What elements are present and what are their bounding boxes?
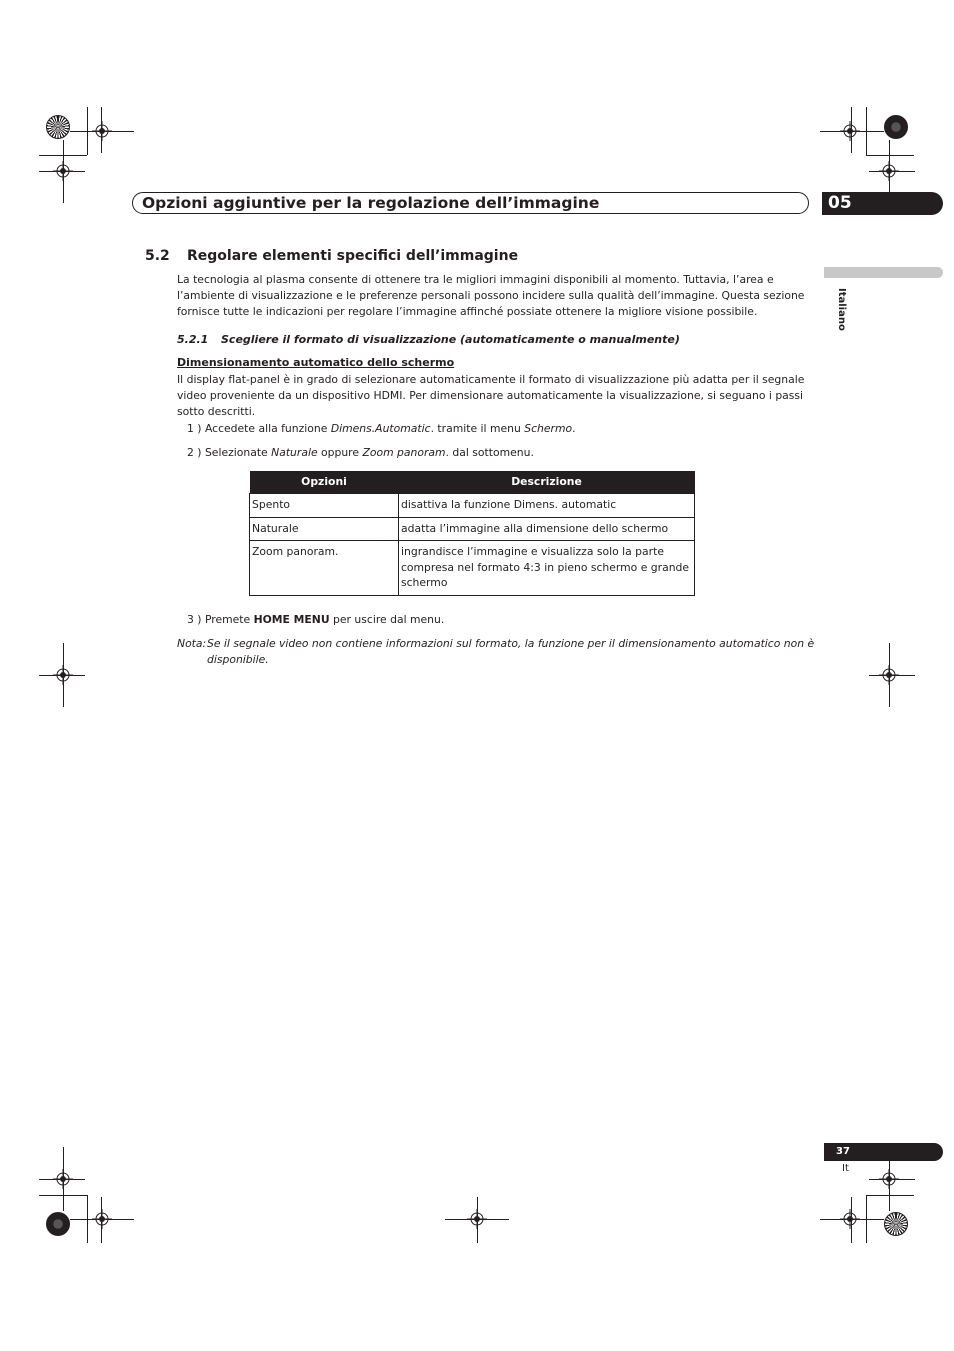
step-text: . dal sottomenu. xyxy=(445,446,534,459)
step-text: . tramite il menu xyxy=(430,422,525,435)
options-table xyxy=(249,471,695,596)
subsection-number: 5.2.1 xyxy=(177,333,209,346)
auto-sizing-heading: Dimensionamento automatico dello schermo xyxy=(177,356,455,369)
step-emphasis: Naturale xyxy=(271,446,318,459)
section-intro-paragraph: La tecnologia al plasma consente di ottenere tra le migliori immagini disponibili al momento. Tuttavia, l’area e l’ambiente di visualizzazione e le preferenze personali possono incidere sulla qualità dell’immagine. Questa sezione fornisce tutte le indicazioni per regolare l’immagine affinché possiate ottenere la migliore visione possibile. xyxy=(177,273,805,318)
step-1 xyxy=(187,421,576,436)
step-text: 2 ) Selezionate xyxy=(187,446,272,459)
step-text: oppure xyxy=(317,446,363,459)
description-cell: ingrandisce l’immagine e visualizza solo la parte compresa nel formato 4:3 in pieno schermo e grande schermo xyxy=(399,541,695,596)
step-text: 3 ) Premete xyxy=(187,613,254,626)
language-label: Italiano xyxy=(836,288,847,331)
step-text: per uscire dal menu. xyxy=(329,613,445,626)
step-text: . xyxy=(572,422,576,435)
chapter-number-tab: 05 xyxy=(822,192,943,215)
language-tab xyxy=(824,267,943,278)
option-cell: Naturale xyxy=(250,517,399,541)
note-label: Nota: xyxy=(177,637,207,650)
table-header-description: Descrizione xyxy=(399,471,695,494)
page-language-code: It xyxy=(842,1163,849,1174)
option-cell: Zoom panoram. xyxy=(250,541,399,596)
subsection-title: Scegliere il formato di visualizzazione (automaticamente o manualmente) xyxy=(221,333,680,346)
step-key-name: HOME MENU xyxy=(253,613,330,626)
color-rosette-icon xyxy=(884,115,908,139)
description-cell: adatta l’immagine alla dimensione dello schermo xyxy=(399,517,695,541)
table-header-options: Opzioni xyxy=(250,471,399,494)
auto-sizing-paragraph: Il display flat-panel è in grado di selezionare automaticamente il formato di visualizzazione più adatta per il segnale video proveniente da un dispositivo HDMI. Per dimensionare automaticamente la visualizzazione, si seguano i passi sotto descritti. xyxy=(177,373,805,418)
option-cell: Spento xyxy=(250,494,399,518)
step-emphasis: Dimens.Automatic xyxy=(330,422,431,435)
section-number: 5.2 xyxy=(145,248,170,264)
step-2 xyxy=(187,445,534,460)
subsection-heading xyxy=(177,333,680,346)
table-header-row xyxy=(250,471,695,494)
color-rosette-icon xyxy=(884,1212,908,1236)
chapter-title: Opzioni aggiuntive per la regolazione dell’immagine xyxy=(142,194,600,212)
table-row xyxy=(250,517,695,541)
section-heading xyxy=(145,248,518,264)
table-row xyxy=(250,494,695,518)
note-text: Se il segnale video non contiene informazioni sul formato, la funzione per il dimensionamento automatico non è disponibile. xyxy=(207,637,815,666)
step-emphasis: Schermo xyxy=(524,422,573,435)
note xyxy=(177,636,817,666)
step-text: 1 ) Accedete alla funzione xyxy=(187,422,331,435)
step-3 xyxy=(187,612,444,627)
color-rosette-icon xyxy=(46,115,70,139)
section-title: Regolare elementi specifici dell’immagine xyxy=(187,248,519,264)
table-row xyxy=(250,541,695,596)
page-number-tab: 37 xyxy=(824,1143,943,1161)
description-cell: disattiva la funzione Dimens. automatic xyxy=(399,494,695,518)
color-rosette-icon xyxy=(46,1212,70,1236)
step-emphasis: Zoom panoram xyxy=(362,446,446,459)
